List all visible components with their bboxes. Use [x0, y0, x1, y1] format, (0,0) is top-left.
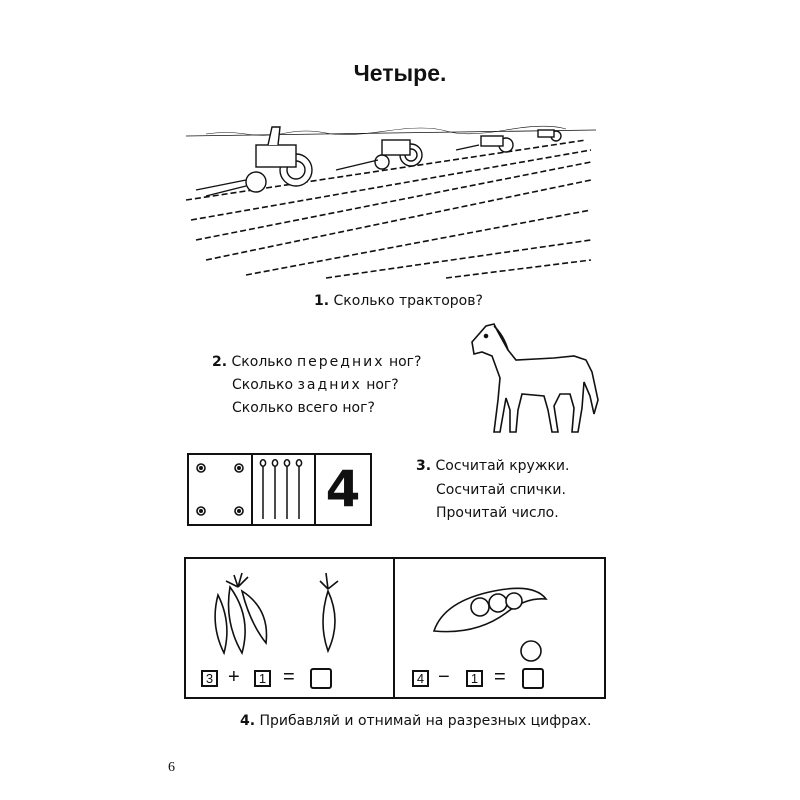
card-digit: 4: [325, 460, 361, 518]
carrots-illustration: [198, 565, 378, 657]
plus-sign: +: [228, 666, 240, 688]
equals-sign: =: [494, 666, 506, 688]
task-text: Сосчитай кружки.: [435, 458, 570, 474]
answer-box: [522, 668, 544, 689]
task-3-line-2: Сосчитай спички.: [436, 482, 566, 498]
circles-group: [189, 455, 251, 524]
task-3-line-3: Прочитай число.: [436, 505, 559, 521]
digit-card: 3: [201, 670, 218, 687]
matches-group: [253, 455, 314, 524]
task-3-line-1: [416, 455, 569, 478]
task-number: 4.: [240, 713, 256, 729]
task-text: ног?: [388, 354, 422, 370]
task-2-question-line-3: Сколько всего ног?: [232, 400, 375, 416]
pea-pod-illustration: [426, 573, 556, 663]
task-text-emphasis: задних: [297, 377, 362, 393]
tractors-field-illustration: [186, 100, 596, 285]
task-2-question-line-2: [232, 374, 399, 397]
digit-card: 1: [466, 670, 483, 687]
task-text: Сколько: [231, 354, 293, 370]
counting-card: [187, 453, 372, 526]
task-2-question-line-1: [212, 351, 421, 374]
page-number: 6: [168, 760, 175, 775]
task-number: 1.: [314, 293, 330, 309]
arithmetic-frame: [184, 557, 606, 699]
equals-sign: =: [283, 666, 295, 688]
answer-box: [310, 668, 332, 689]
frame-divider: [393, 559, 395, 697]
task-1-question: [314, 290, 483, 313]
task-number: 2.: [212, 354, 228, 370]
task-text: Сколько: [232, 377, 294, 393]
horse-illustration: [464, 320, 604, 438]
digit-card: 1: [254, 670, 271, 687]
task-text: Сколько тракторов?: [333, 293, 483, 309]
task-text: ног?: [366, 377, 399, 393]
digit-card: 4: [412, 670, 429, 687]
page-title: Четыре.: [353, 60, 447, 86]
task-text: Прибавляй и отнимай на разрезных цифрах.: [259, 713, 592, 729]
task-4-instruction: [240, 710, 591, 733]
task-text-emphasis: передних: [297, 354, 385, 370]
task-number: 3.: [416, 458, 432, 474]
minus-sign: −: [438, 666, 450, 688]
